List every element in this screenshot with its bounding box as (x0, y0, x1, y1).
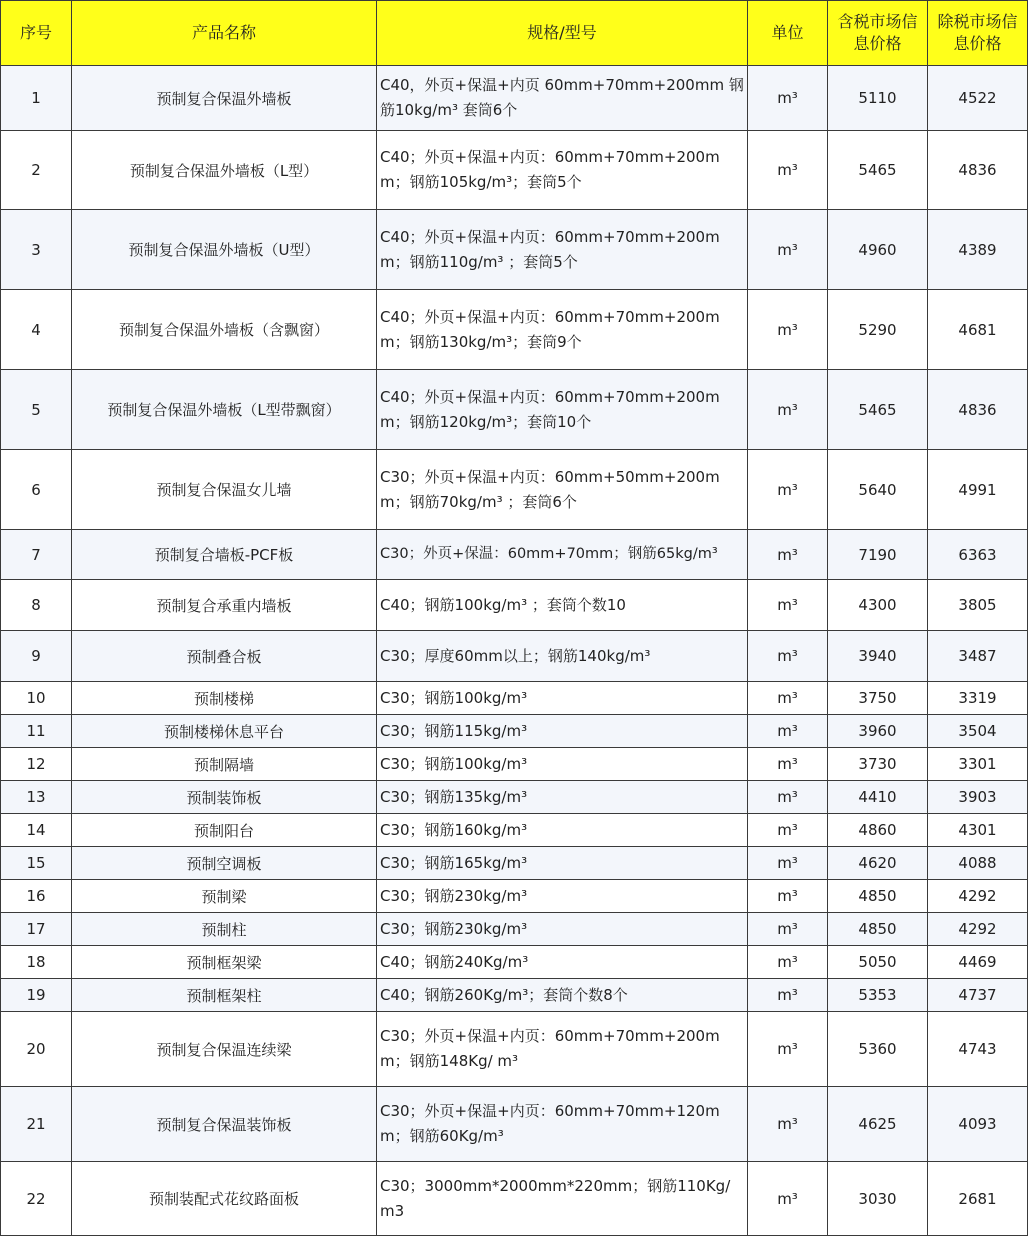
cell-index: 19 (1, 979, 72, 1012)
cell-spec: C30；钢筋115kg/m³ (377, 715, 748, 748)
cell-spec: C30；外页+保温+内页：60mm+70mm+200mm；钢筋148Kg/ m³ (377, 1012, 748, 1087)
cell-spec: C40；钢筋260Kg/m³；套筒个数8个 (377, 979, 748, 1012)
cell-unit: m³ (748, 1012, 828, 1087)
cell-price-notax: 3805 (928, 580, 1028, 631)
cell-price-tax: 3750 (828, 682, 928, 715)
cell-index: 22 (1, 1162, 72, 1236)
cell-name: 预制楼梯 (72, 682, 377, 715)
table-row (1, 715, 1028, 748)
cell-name: 预制框架柱 (72, 979, 377, 1012)
table-row (1, 631, 1028, 682)
cell-price-notax: 4469 (928, 946, 1028, 979)
header-index: 序号 (1, 1, 72, 66)
cell-price-tax: 3960 (828, 715, 928, 748)
table-row (1, 450, 1028, 530)
table-row (1, 290, 1028, 370)
cell-spec: C30；钢筋230kg/m³ (377, 913, 748, 946)
cell-price-tax: 3030 (828, 1162, 928, 1236)
cell-index: 10 (1, 682, 72, 715)
cell-price-notax: 4836 (928, 131, 1028, 210)
cell-unit: m³ (748, 913, 828, 946)
header-row (1, 1, 1028, 66)
cell-unit: m³ (748, 530, 828, 580)
cell-price-notax: 4292 (928, 880, 1028, 913)
cell-spec: C40；外页+保温+内页：60mm+70mm+200mm；钢筋130kg/m³；套筒9个 (377, 290, 748, 370)
cell-unit: m³ (748, 580, 828, 631)
cell-price-tax: 3730 (828, 748, 928, 781)
cell-price-notax: 4991 (928, 450, 1028, 530)
cell-index: 16 (1, 880, 72, 913)
cell-price-notax: 4301 (928, 814, 1028, 847)
table-row (1, 1162, 1028, 1236)
header-price-tax: 含税市场信息价格 (828, 1, 928, 66)
cell-name: 预制复合保温连续梁 (72, 1012, 377, 1087)
cell-price-notax: 4093 (928, 1087, 1028, 1162)
cell-price-notax: 4743 (928, 1012, 1028, 1087)
cell-unit: m³ (748, 131, 828, 210)
cell-index: 14 (1, 814, 72, 847)
header-price-notax: 除税市场信息价格 (928, 1, 1028, 66)
table-row (1, 210, 1028, 290)
table-row (1, 682, 1028, 715)
cell-name: 预制隔墙 (72, 748, 377, 781)
cell-index: 13 (1, 781, 72, 814)
cell-unit: m³ (748, 847, 828, 880)
cell-price-tax: 4850 (828, 880, 928, 913)
cell-spec: C30；外页+保温+内页：60mm+50mm+200mm；钢筋70kg/m³ ；套筒6个 (377, 450, 748, 530)
cell-price-notax: 4681 (928, 290, 1028, 370)
cell-price-notax: 4292 (928, 913, 1028, 946)
cell-price-tax: 5360 (828, 1012, 928, 1087)
table-row (1, 781, 1028, 814)
cell-name: 预制复合承重内墙板 (72, 580, 377, 631)
cell-spec: C30；钢筋135kg/m³ (377, 781, 748, 814)
cell-unit: m³ (748, 631, 828, 682)
cell-index: 8 (1, 580, 72, 631)
cell-unit: m³ (748, 748, 828, 781)
cell-price-tax: 5465 (828, 370, 928, 450)
cell-price-notax: 6363 (928, 530, 1028, 580)
cell-name: 预制复合保温外墙板 (72, 66, 377, 131)
table-row (1, 946, 1028, 979)
cell-price-tax: 5353 (828, 979, 928, 1012)
header-spec: 规格/型号 (377, 1, 748, 66)
cell-unit: m³ (748, 682, 828, 715)
cell-unit: m³ (748, 814, 828, 847)
cell-index: 4 (1, 290, 72, 370)
cell-unit: m³ (748, 979, 828, 1012)
cell-name: 预制复合保温装饰板 (72, 1087, 377, 1162)
table-row (1, 66, 1028, 131)
cell-index: 3 (1, 210, 72, 290)
cell-index: 17 (1, 913, 72, 946)
cell-price-notax: 2681 (928, 1162, 1028, 1236)
cell-price-tax: 4410 (828, 781, 928, 814)
cell-name: 预制柱 (72, 913, 377, 946)
cell-name: 预制复合保温女儿墙 (72, 450, 377, 530)
cell-price-notax: 3319 (928, 682, 1028, 715)
cell-index: 6 (1, 450, 72, 530)
cell-index: 7 (1, 530, 72, 580)
cell-price-notax: 4836 (928, 370, 1028, 450)
cell-index: 15 (1, 847, 72, 880)
cell-name: 预制复合保温外墙板（L型带飘窗） (72, 370, 377, 450)
cell-unit: m³ (748, 290, 828, 370)
cell-price-tax: 5050 (828, 946, 928, 979)
cell-spec: C30；钢筋230kg/m³ (377, 880, 748, 913)
cell-price-tax: 3940 (828, 631, 928, 682)
cell-name: 预制装饰板 (72, 781, 377, 814)
cell-name: 预制装配式花纹路面板 (72, 1162, 377, 1236)
table-row (1, 814, 1028, 847)
cell-price-notax: 4389 (928, 210, 1028, 290)
cell-index: 20 (1, 1012, 72, 1087)
table-row (1, 131, 1028, 210)
cell-price-tax: 4300 (828, 580, 928, 631)
cell-price-tax: 7190 (828, 530, 928, 580)
cell-price-notax: 4737 (928, 979, 1028, 1012)
cell-price-tax: 5110 (828, 66, 928, 131)
cell-spec: C30；钢筋100kg/m³ (377, 682, 748, 715)
cell-name: 预制复合保温外墙板（L型） (72, 131, 377, 210)
cell-price-notax: 3487 (928, 631, 1028, 682)
table-row (1, 748, 1028, 781)
cell-price-tax: 4620 (828, 847, 928, 880)
cell-spec: C40；外页+保温+内页：60mm+70mm+200mm；钢筋110g/m³ ；套筒5个 (377, 210, 748, 290)
cell-name: 预制叠合板 (72, 631, 377, 682)
table-row (1, 1012, 1028, 1087)
table-row (1, 530, 1028, 580)
cell-name: 预制阳台 (72, 814, 377, 847)
cell-spec: C30；外页+保温：60mm+70mm；钢筋65kg/m³ (377, 530, 748, 580)
cell-price-tax: 5290 (828, 290, 928, 370)
cell-index: 11 (1, 715, 72, 748)
cell-spec: C40；钢筋100kg/m³ ；套筒个数10 (377, 580, 748, 631)
cell-price-tax: 4960 (828, 210, 928, 290)
cell-index: 5 (1, 370, 72, 450)
cell-unit: m³ (748, 1162, 828, 1236)
cell-name: 预制空调板 (72, 847, 377, 880)
table-row (1, 370, 1028, 450)
cell-unit: m³ (748, 370, 828, 450)
cell-index: 21 (1, 1087, 72, 1162)
cell-unit: m³ (748, 450, 828, 530)
cell-price-tax: 4850 (828, 913, 928, 946)
cell-index: 9 (1, 631, 72, 682)
table-row (1, 880, 1028, 913)
cell-unit: m³ (748, 880, 828, 913)
cell-index: 2 (1, 131, 72, 210)
cell-price-tax: 4625 (828, 1087, 928, 1162)
cell-index: 1 (1, 66, 72, 131)
cell-price-notax: 3504 (928, 715, 1028, 748)
cell-price-tax: 4860 (828, 814, 928, 847)
cell-spec: C40；外页+保温+内页：60mm+70mm+200mm；钢筋120kg/m³；套筒10个 (377, 370, 748, 450)
cell-name: 预制复合保温外墙板（U型） (72, 210, 377, 290)
cell-unit: m³ (748, 715, 828, 748)
cell-spec: C30；钢筋100kg/m³ (377, 748, 748, 781)
cell-name: 预制楼梯休息平台 (72, 715, 377, 748)
cell-price-tax: 5465 (828, 131, 928, 210)
header-unit: 单位 (748, 1, 828, 66)
cell-spec: C30；钢筋165kg/m³ (377, 847, 748, 880)
cell-spec: C30；厚度60mm以上；钢筋140kg/m³ (377, 631, 748, 682)
header-name: 产品名称 (72, 1, 377, 66)
cell-spec: C30；外页+保温+内页：60mm+70mm+120mm；钢筋60Kg/m³ (377, 1087, 748, 1162)
cell-name: 预制复合墙板-PCF板 (72, 530, 377, 580)
cell-name: 预制复合保温外墙板（含飘窗） (72, 290, 377, 370)
cell-spec: C40；钢筋240Kg/m³ (377, 946, 748, 979)
cell-price-notax: 3301 (928, 748, 1028, 781)
table-row (1, 580, 1028, 631)
cell-name: 预制框架梁 (72, 946, 377, 979)
cell-index: 12 (1, 748, 72, 781)
cell-index: 18 (1, 946, 72, 979)
cell-price-notax: 4088 (928, 847, 1028, 880)
cell-unit: m³ (748, 781, 828, 814)
cell-price-tax: 5640 (828, 450, 928, 530)
cell-price-notax: 4522 (928, 66, 1028, 131)
cell-unit: m³ (748, 210, 828, 290)
cell-unit: m³ (748, 946, 828, 979)
cell-spec: C30；3000mm*2000mm*220mm；钢筋110Kg/m3 (377, 1162, 748, 1236)
cell-name: 预制梁 (72, 880, 377, 913)
cell-spec: C40，外页+保温+内页 60mm+70mm+200mm 钢筋10kg/m³ 套筒6个 (377, 66, 748, 131)
cell-spec: C30；钢筋160kg/m³ (377, 814, 748, 847)
table-row (1, 1087, 1028, 1162)
cell-unit: m³ (748, 1087, 828, 1162)
cell-unit: m³ (748, 66, 828, 131)
cell-price-notax: 3903 (928, 781, 1028, 814)
cell-spec: C40；外页+保温+内页：60mm+70mm+200mm；钢筋105kg/m³；套筒5个 (377, 131, 748, 210)
table-row (1, 847, 1028, 880)
table-row (1, 913, 1028, 946)
table-row (1, 979, 1028, 1012)
